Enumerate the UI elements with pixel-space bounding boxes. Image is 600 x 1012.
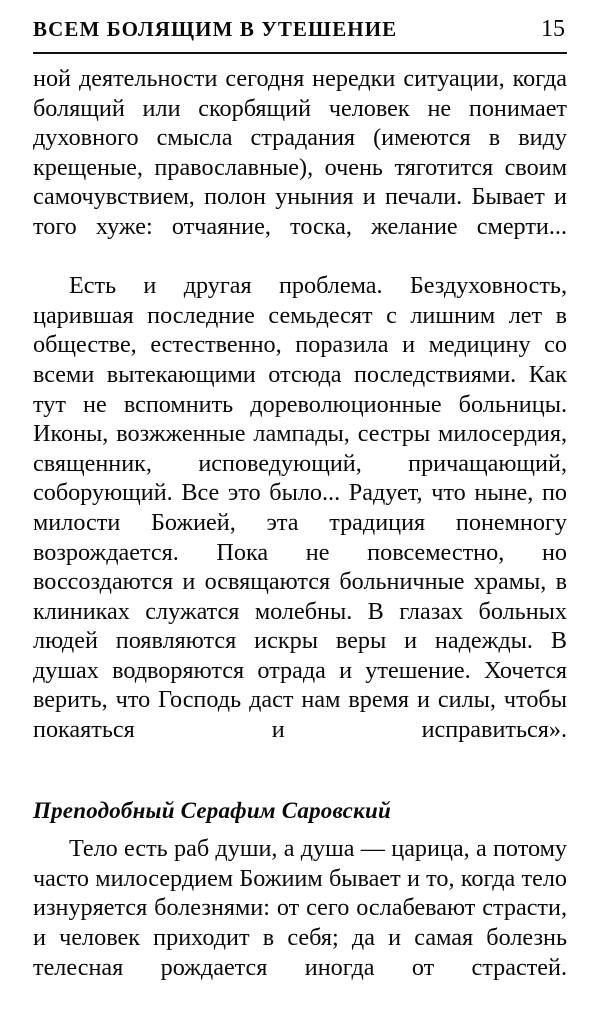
text-column — [33, 64, 567, 1012]
running-header — [33, 17, 567, 51]
section-subheading: Преподобный Серафим Саровский — [33, 798, 391, 824]
running-header-row — [33, 17, 567, 41]
paragraph-quotation: Тело есть раб души, а душа — царица, а потому часто милосердием Божиим бывает и то, когда тело изнуряется болезнями: от сего ослабевают страсти, и человек приходит в себя; да и самая болезнь телесная рождается иногда от страстей. — [33, 835, 567, 981]
paragraph-continued: ной деятельности сегодня нередки ситуации, когда болящий или скорбящий человек не понимает духовного смысла страдания (имеются в виду крещеные, православные), очень тяготится своим самочувствием, полон уныния и печали. Бывает и того хуже: отчаяние, тоска, желание смерти... — [33, 65, 567, 240]
spacer-above-subheading — [33, 774, 567, 796]
header-rule-divider — [33, 52, 567, 54]
spacer-below-subheading — [33, 825, 567, 834]
running-header-title: ВСЕМ БОЛЯЩИМ В УТЕШЕНИЕ — [33, 17, 398, 41]
page-number: 15 — [541, 16, 565, 42]
paragraph-second: Есть и другая проблема. Бездуховность, царившая последние семьдесят с лишним лет в обществе, естественно, поразила и медицину со всеми вытекающими отсюда последствиями. Как тут не вспомнить дореволюционные больницы. Иконы, возжженные лампады, сестры милосердия, священник, исповедующий, причащающий, соборующий. Все это было... Радует, что ныне, по милости Божией, эта традиция понемногу возрождается. Пока не повсеместно, но воссоздаются и освящаются больничные храмы, в клиниках служатся молебны. В глазах больных людей появляются искры веры и надежды. В душах водворяются отрада и утешение. Хочется верить, что Господь даст нам время и силы, чтобы покаяться и исправиться». — [33, 272, 567, 744]
